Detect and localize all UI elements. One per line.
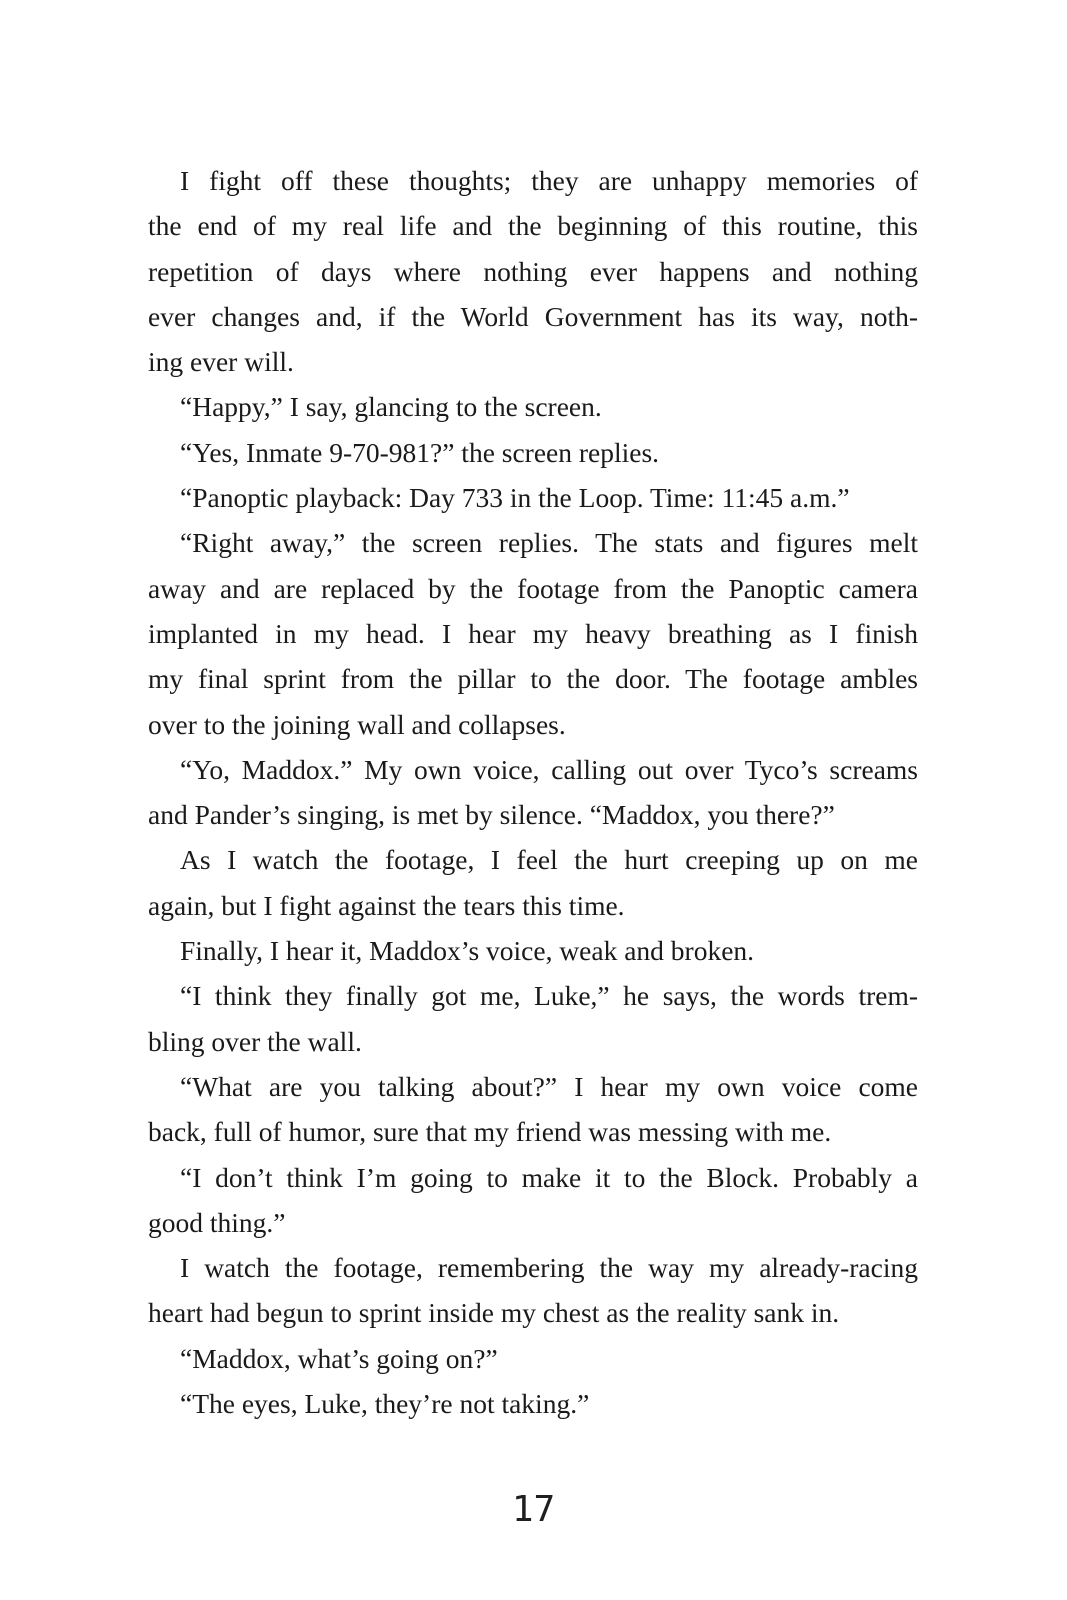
text-line: ing ever will. bbox=[148, 346, 294, 378]
text-line: ever changes and, if the World Government has its way, noth- bbox=[148, 300, 918, 332]
text-block bbox=[148, 158, 918, 1426]
paragraph bbox=[148, 520, 918, 746]
paragraph bbox=[148, 430, 918, 475]
text-line: good thing.” bbox=[148, 1206, 286, 1238]
text-line: “Maddox, what’s going on?” bbox=[180, 1342, 498, 1374]
text-line: As I watch the footage, I feel the hurt creeping up on me bbox=[180, 844, 918, 876]
paragraph bbox=[148, 837, 918, 928]
text-line: again, but I fight against the tears this time. bbox=[148, 889, 625, 921]
text-line: back, full of humor, sure that my friend was messing with me. bbox=[148, 1116, 832, 1148]
paragraph bbox=[148, 1381, 918, 1426]
paragraph bbox=[148, 158, 918, 384]
paragraph bbox=[148, 747, 918, 838]
text-line: “What are you talking about?” I hear my own voice come bbox=[180, 1070, 918, 1102]
text-line: “Right away,” the screen replies. The stats and figures melt bbox=[180, 527, 918, 559]
paragraph bbox=[148, 1245, 918, 1336]
paragraph bbox=[148, 1336, 918, 1381]
text-line: and Pander’s singing, is met by silence. “Maddox, you there?” bbox=[148, 799, 835, 831]
paragraph bbox=[148, 1064, 918, 1155]
text-line: over to the joining wall and collapses. bbox=[148, 708, 566, 740]
text-line: bling over the wall. bbox=[148, 1025, 362, 1057]
paragraph bbox=[148, 1155, 918, 1246]
paragraph bbox=[148, 475, 918, 520]
text-line: “The eyes, Luke, they’re not taking.” bbox=[180, 1388, 590, 1420]
text-line: “I think they finally got me, Luke,” he says, the words trem- bbox=[180, 980, 918, 1012]
paragraph bbox=[148, 973, 918, 1064]
text-line: “Yes, Inmate 9-70-981?” the screen replies. bbox=[180, 436, 660, 468]
text-line: “Yo, Maddox.” My own voice, calling out over Tyco’s screams bbox=[180, 753, 918, 785]
text-line: the end of my real life and the beginning of this routine, this bbox=[148, 210, 918, 242]
text-line: my final sprint from the pillar to the door. The footage ambles bbox=[148, 663, 918, 695]
text-line: I fight off these thoughts; they are unhappy memories of bbox=[180, 165, 918, 196]
text-line: “I don’t think I’m going to make it to the Block. Probably a bbox=[180, 1161, 918, 1193]
text-line: Finally, I hear it, Maddox’s voice, weak and broken. bbox=[180, 935, 755, 967]
text-line: I watch the footage, remembering the way my already-racing bbox=[180, 1252, 918, 1284]
page-number: 17 bbox=[511, 1489, 556, 1530]
text-line: “Panoptic playback: Day 733 in the Loop. Time: 11:45 a.m.” bbox=[180, 482, 850, 514]
paragraph bbox=[148, 928, 918, 973]
text-line: away and are replaced by the footage from the Panoptic camera bbox=[148, 572, 918, 604]
paragraph bbox=[148, 384, 918, 429]
text-line: “Happy,” I say, glancing to the screen. bbox=[180, 391, 602, 423]
text-line: implanted in my head. I hear my heavy breathing as I finish bbox=[148, 617, 918, 649]
text-line: heart had begun to sprint inside my chest as the reality sank in. bbox=[148, 1297, 840, 1329]
text-line: repetition of days where nothing ever happens and nothing bbox=[148, 255, 918, 287]
